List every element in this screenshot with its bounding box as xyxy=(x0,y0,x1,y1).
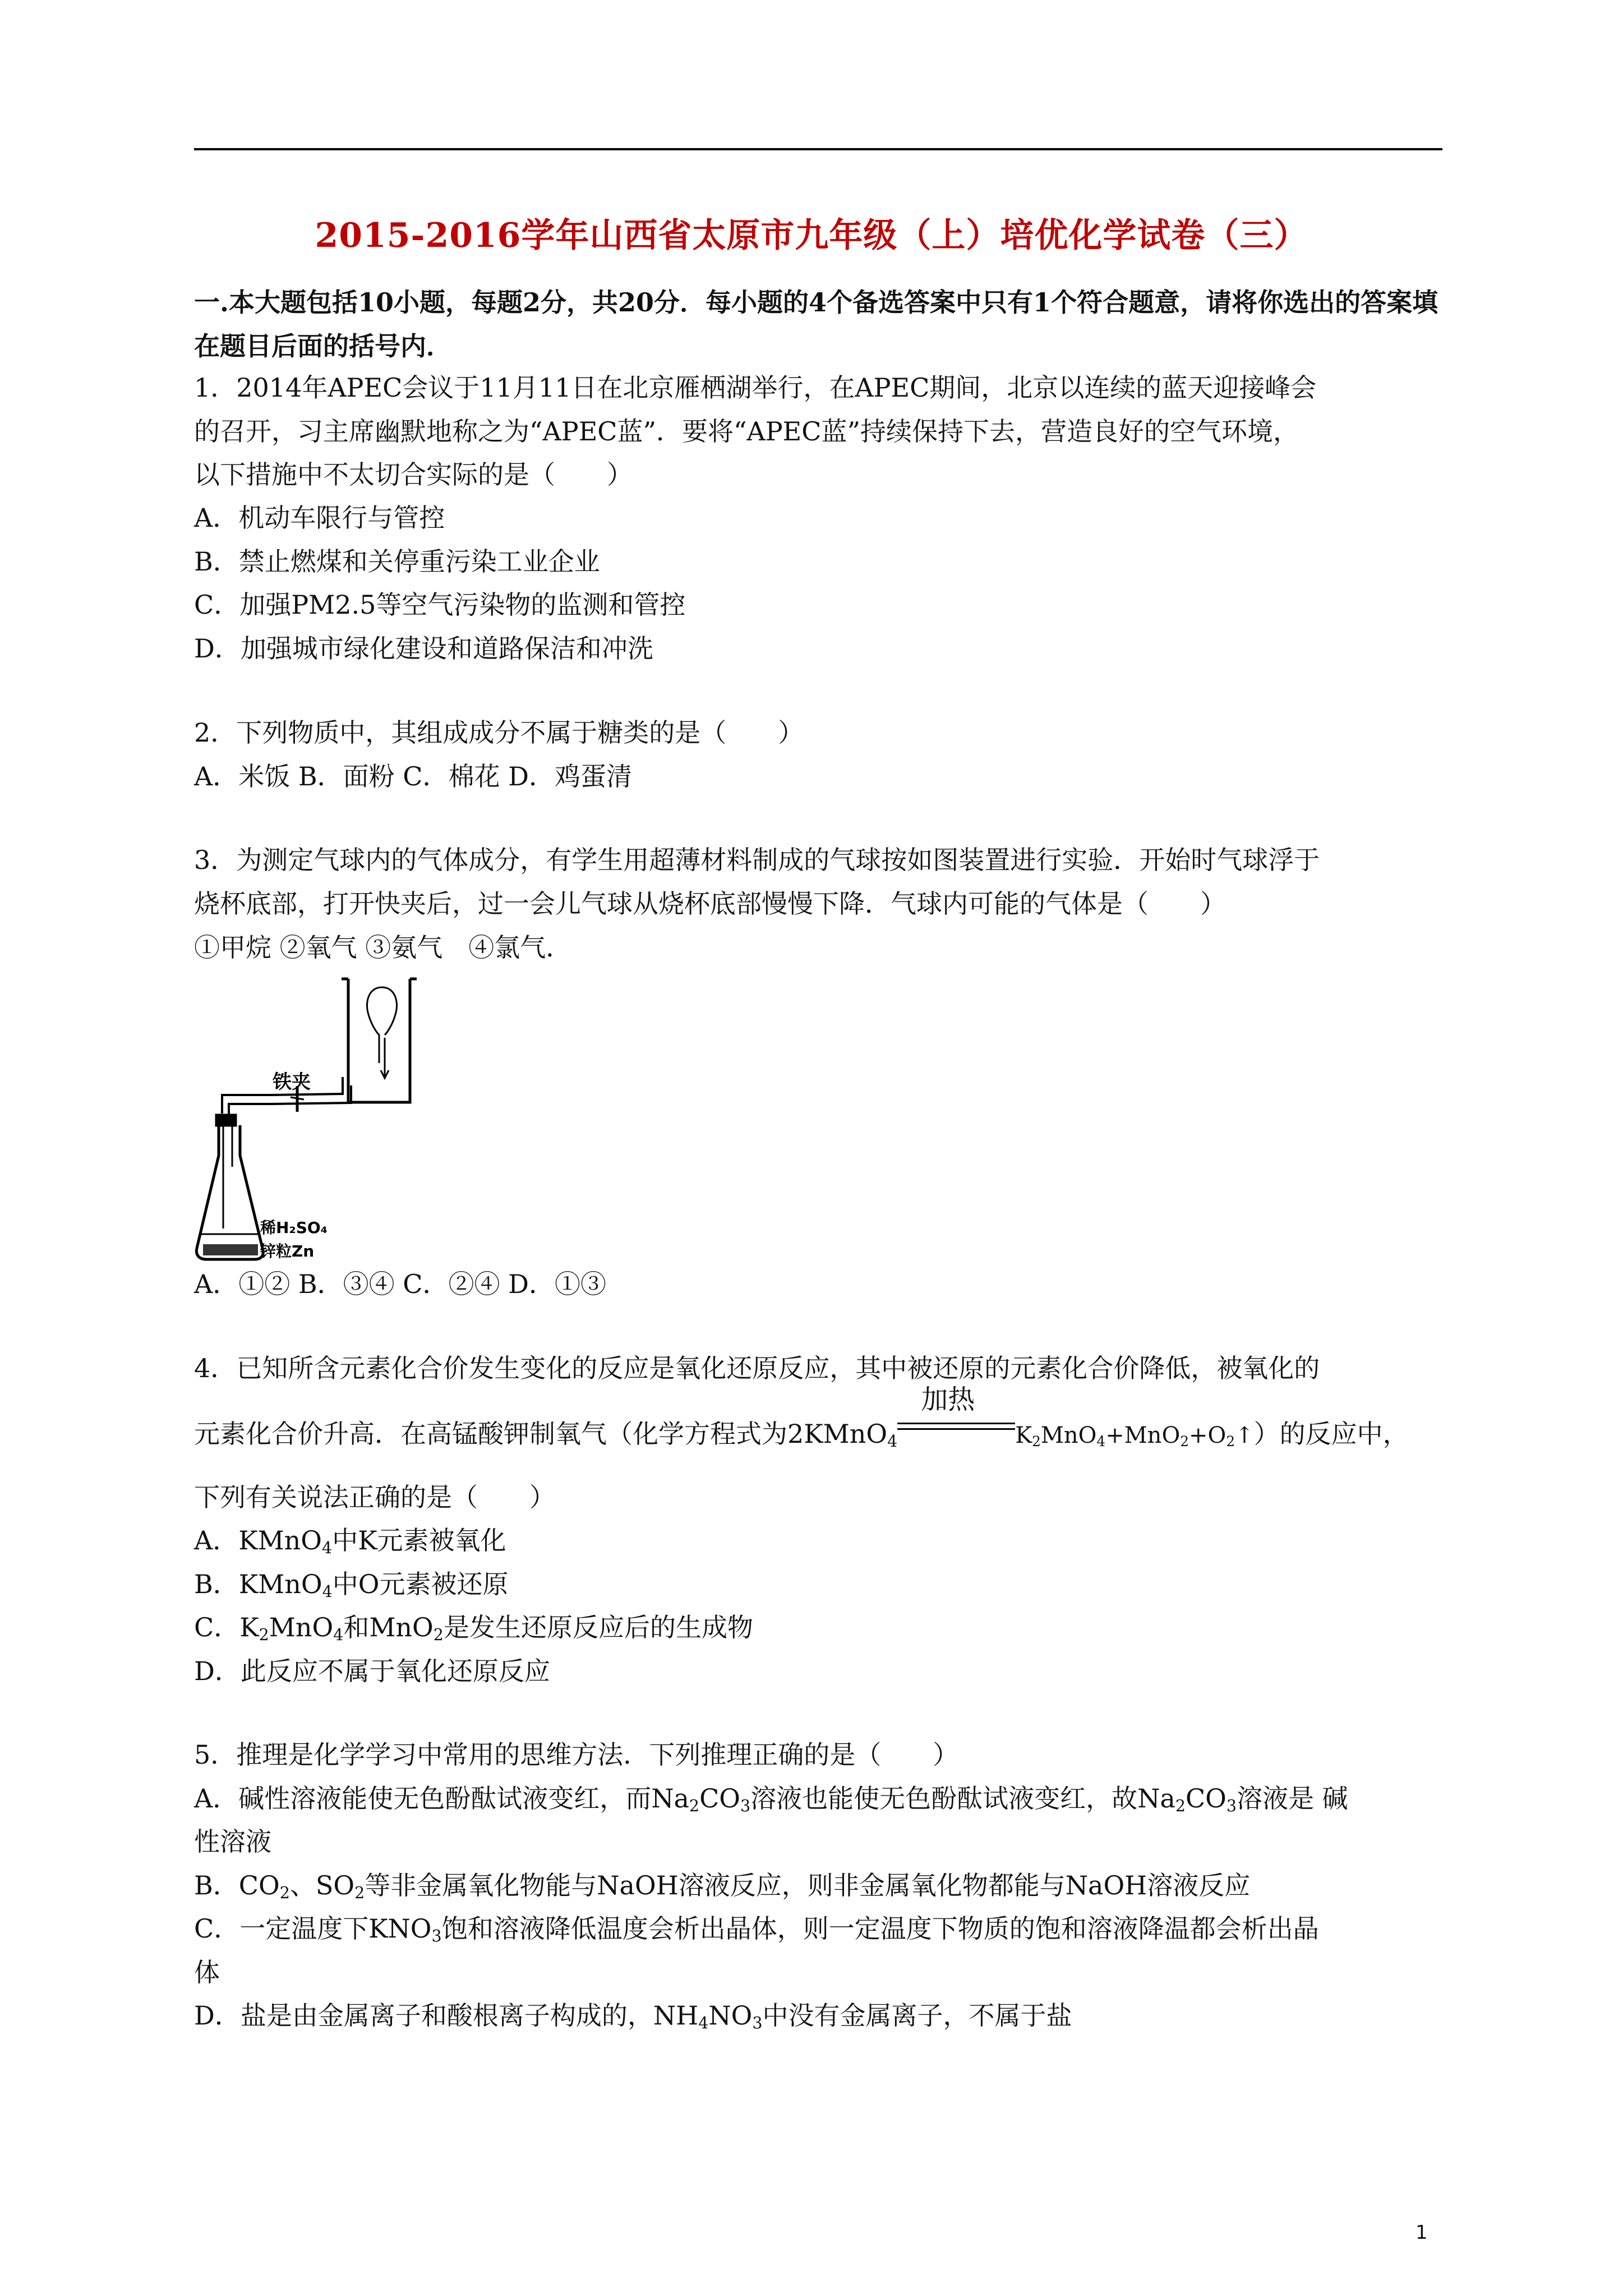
q1-option-b: B．禁止燃煤和关停重污染工业企业 xyxy=(194,546,600,577)
q5-option-c-cont: 体 xyxy=(194,1957,220,1987)
q3-options: A．①② B．③④ C．②④ D．①③ xyxy=(194,1269,606,1299)
q4-line-2: 元素化合价升高．在高锰酸钾制氧气（化学方程式为2KMnO$_4$ 加热 $K_2MnO_4+MnO_2+O_2↑$）的反应中， xyxy=(194,1384,1409,1451)
q5-option-a: A．碱性溶液能使无色酚酞试液变红，而$Na_2CO_3$溶液也能使无色酚酞试液变红，故$Na_2CO_3$溶液是 碱 xyxy=(194,1783,1348,1816)
apparatus-figure xyxy=(194,970,463,1268)
q1-option-a: A．机动车限行与管控 xyxy=(194,503,445,533)
q5-option-a-cont: 性溶液 xyxy=(194,1826,271,1857)
page-title: 2015-2016学年山西省太原市九年级（上）培优化学试卷（三） xyxy=(315,216,1308,255)
q1-option-c: C．加强PM2.5等空气污染物的监测和管控 xyxy=(194,590,686,620)
q4-line-1: 4．已知所含元素化合价发生变化的反应是氧化还原反应，其中被还原的元素化合价降低，被氧化的 xyxy=(194,1353,1320,1383)
q5-option-d: D．盐是由金属离子和酸根离子构成的，$NH_4NO_3$中没有金属离子，不属于盐 xyxy=(194,2000,1072,2033)
q4-option-d: D．此反应不属于氧化还原反应 xyxy=(194,1656,550,1686)
acid-label: 稀H₂SO₄ xyxy=(260,1218,328,1237)
q1-line-3: 以下措施中不太切合实际的是（ ） xyxy=(194,459,633,490)
q3-line-1: 3．为测定气球内的气体成分，有学生用超薄材料制成的气球按如图装置进行实验．开始时气球浮于 xyxy=(194,845,1320,875)
q4-line-3: 下列有关说法正确的是（ ） xyxy=(194,1482,555,1512)
q3-line-3: ①甲烷 ②氧气 ③氨气 ④氯气． xyxy=(194,932,572,963)
zinc-label: 锌粒Zn xyxy=(260,1242,315,1260)
q2-options: A．米饭 B．面粉 C．棉花 D．鸡蛋清 xyxy=(194,761,632,792)
q2-stem: 2．下列物质中，其组成成分不属于糖类的是（ ） xyxy=(194,717,804,748)
q1-option-d: D．加强城市绿化建设和道路保洁和冲洗 xyxy=(194,633,653,664)
q4-option-c: C．$K_2MnO_4$和MnO$_2$是发生还原反应后的生成物 xyxy=(194,1612,753,1645)
q5-option-b: B．$CO_2$、$SO_2$等非金属氧化物能与NaOH溶液反应，则非金属氧化物都能与NaOH溶液反应 xyxy=(194,1870,1251,1903)
q5-stem: 5．推理是化学学习中常用的思维方法．下列推理正确的是（ ） xyxy=(194,1740,959,1770)
flask-icon xyxy=(196,1125,263,1259)
q1-line-2: 的召开，习主席幽默地称之为“APEC蓝”．要将“APEC蓝”持续保持下去，营造良好的空气环境， xyxy=(194,416,1299,447)
reaction-condition: 加热 xyxy=(897,1420,1015,1443)
q5-option-c: C．一定温度下$KNO_3$饱和溶液降低温度会析出晶体，则一定温度下物质的饱和溶液降温都会析出晶 xyxy=(194,1913,1319,1946)
q1-line-1: 1．2014年APEC会议于11月11日在北京雁栖湖举行，在APEC期间，北京以连续的蓝天迎接峰会 xyxy=(194,372,1317,403)
header-rule xyxy=(194,148,1442,150)
balloon-icon xyxy=(367,987,382,1063)
stopper-icon xyxy=(216,1115,236,1125)
clamp-label: 铁夹 xyxy=(273,1071,311,1093)
q4-option-b: B．KMnO$_4$中O元素被还原 xyxy=(194,1569,509,1602)
page-number: 1 xyxy=(1415,2221,1428,2244)
q3-line-2: 烧杯底部，打开快夹后，过一会儿气球从烧杯底部慢慢下降．气球内可能的气体是（ ） xyxy=(194,889,1226,919)
q4-option-a: A．KMnO$_4$中K元素被氧化 xyxy=(194,1525,506,1558)
zinc-granules xyxy=(203,1244,258,1255)
section-heading: 一.本大题包括10小题，每题2分，共20分．每小题的4个备选答案中只有1个符合题意，请将你选出的答案填在题目后面的括号内． xyxy=(194,287,1438,361)
